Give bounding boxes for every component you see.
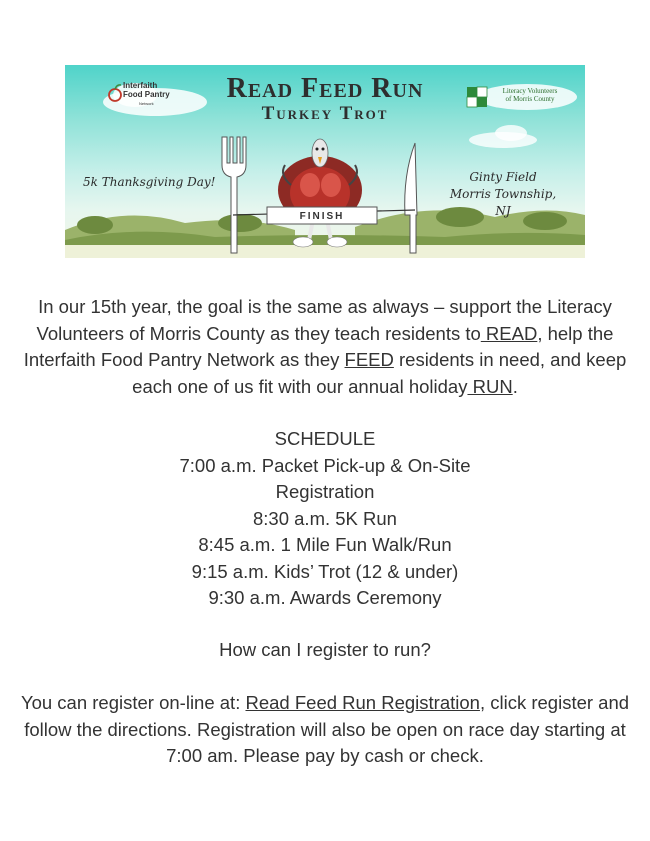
schedule-item: 7:00 a.m. Packet Pick-up & On-Site Registration bbox=[179, 454, 471, 502]
feed-link[interactable]: FEED bbox=[344, 349, 394, 370]
location-line: Morris Township, NJ bbox=[449, 187, 557, 218]
location-line: Ginty Field bbox=[469, 170, 537, 184]
schedule-item: 8:30 a.m. 5K Run bbox=[253, 507, 397, 529]
schedule-section bbox=[0, 426, 650, 612]
logo-text: of Morris County bbox=[505, 95, 555, 103]
read-link[interactable]: READ bbox=[480, 322, 538, 344]
registration-link[interactable]: Read Feed Run Registration bbox=[245, 692, 480, 713]
register-text: You can register on-line at: bbox=[20, 692, 246, 713]
schedule-heading: SCHEDULE bbox=[274, 428, 376, 449]
banner-location bbox=[443, 169, 563, 220]
schedule-item: 9:15 a.m. Kids’ Trot (12 & under) bbox=[191, 560, 459, 582]
intro-text: residents in need, and keep each one of us fit with our annual holiday bbox=[132, 349, 627, 397]
register-paragraph bbox=[0, 690, 650, 770]
banner-tagline: 5k Thanksgiving Day! bbox=[83, 175, 216, 189]
literacy-volunteers-logo bbox=[495, 87, 565, 103]
register-question: How can I register to run? bbox=[219, 639, 431, 660]
register-text: , click register and follow the directions. Registration will also be open on race day starting at 7:00 am. Please pay by cash or check. bbox=[24, 692, 630, 766]
logo-text: Literacy Volunteers bbox=[502, 87, 558, 95]
intro-text: . bbox=[512, 375, 518, 397]
logo-text: Network bbox=[139, 101, 154, 106]
intro-paragraph bbox=[0, 294, 650, 400]
food-pantry-logo bbox=[123, 81, 170, 108]
logo-text: Food Pantry bbox=[123, 90, 170, 99]
schedule-item: 9:30 a.m. Awards Ceremony bbox=[208, 587, 442, 608]
banner-subtitle: Turkey Trot bbox=[261, 103, 389, 124]
intro-text: , help the Interfaith Food Pantry Network as they bbox=[23, 322, 614, 370]
intro-text: In our 15th year, the goal is the same as always – support the Literacy Volunteers of Morris County as they teach residents to bbox=[36, 296, 612, 344]
run-link[interactable]: RUN bbox=[467, 375, 513, 397]
lvmc-logo-icon bbox=[467, 87, 487, 107]
banner-title: Read Feed Run bbox=[226, 73, 424, 104]
logo-text: Interfaith bbox=[123, 81, 158, 90]
event-banner bbox=[65, 65, 585, 258]
finish-label: FINISH bbox=[299, 211, 345, 222]
schedule-item: 8:45 a.m. 1 Mile Fun Walk/Run bbox=[198, 534, 452, 555]
